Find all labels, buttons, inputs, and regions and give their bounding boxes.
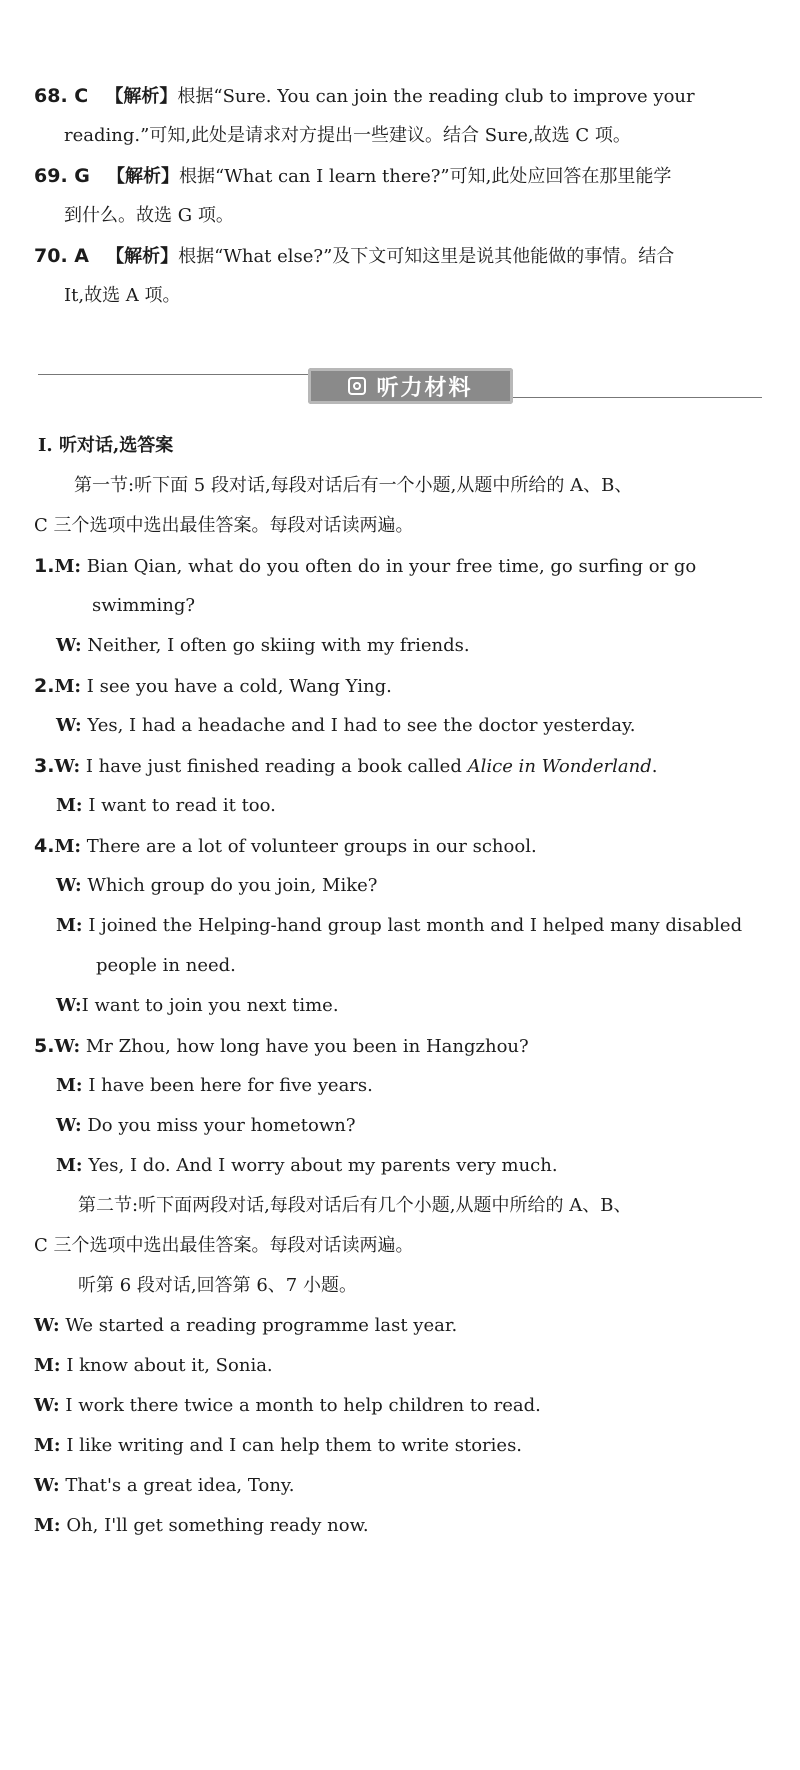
speaker-label: W:: [34, 1315, 60, 1336]
speaker-label: M:: [34, 1355, 61, 1376]
dialogue-line: [56, 994, 339, 1018]
dialogue-line: [34, 1354, 273, 1378]
dialogue-text: That's a great idea, Tony.: [65, 1475, 295, 1496]
section-banner: [38, 360, 762, 410]
speaker-label: M:: [56, 915, 83, 936]
speaker-label: M:: [34, 1515, 61, 1536]
dialogue-number: 4.: [34, 835, 55, 857]
section-title-text: 听力材料: [376, 375, 473, 401]
dialogue-text: Mr Zhou, how long have you been in Hangzhou?: [85, 1036, 529, 1057]
speaker-label: W:: [56, 995, 82, 1016]
section-title: [308, 368, 513, 404]
answer-68-cont: reading.”可知,此处是请求对方提出一些建议。结合 Sure,故选 C 项。: [64, 125, 631, 146]
dialogue-text: Do you miss your hometown?: [87, 1115, 356, 1136]
section-instructions: 第二节:听下面两段对话,每段对话后有几个小题,从题中所给的 A、B、: [78, 1195, 632, 1216]
dialogue-text: I like writing and I can help them to write stories.: [66, 1435, 523, 1456]
headphone-icon: [348, 377, 366, 395]
dialogue-text-cont: swimming?: [92, 595, 196, 616]
dialogue-text: I have just finished reading a book called: [85, 756, 468, 777]
speaker-label: W:: [56, 1115, 82, 1136]
dialogue-text: There are a lot of volunteer groups in our school.: [86, 836, 537, 857]
speaker-label: M:: [56, 1075, 83, 1096]
speaker-label: M:: [56, 795, 83, 816]
answer-68: [34, 84, 695, 109]
dialogue-text: I know about it, Sonia.: [66, 1355, 273, 1376]
dialogue-text: I have been here for five years.: [88, 1075, 373, 1096]
answer-69-cont: 到什么。故选 G 项。: [64, 205, 234, 226]
speaker-label: M:: [54, 556, 82, 577]
dialogue-text: Bian Qian, what do you often do in your free time, go surfing or go: [86, 556, 697, 577]
dialogue-text: I see you have a cold, Wang Ying.: [86, 676, 392, 697]
part-heading: Ⅰ. 听对话,选答案: [38, 435, 174, 456]
dialogue-text: Which group do you join, Mike?: [87, 875, 378, 896]
dialogue-1: [34, 554, 696, 579]
dialogue-line: [34, 1434, 522, 1458]
speaker-label: W:: [54, 1036, 81, 1057]
dialogue-line: [56, 634, 470, 658]
answer-number: 69. G: [34, 165, 90, 187]
answer-number: 70. A: [34, 245, 89, 267]
dialogue-line: [56, 1154, 558, 1178]
dialogue-line: [34, 1514, 369, 1538]
dialogue-4: [34, 834, 537, 859]
analysis-tag: 【解析】: [107, 166, 180, 187]
punctuation: .: [651, 756, 658, 777]
speaker-label: W:: [34, 1395, 60, 1416]
dialogue-text: We started a reading programme last year.: [65, 1315, 458, 1336]
dialogue-text: I work there twice a month to help children to read.: [65, 1395, 541, 1416]
dialogue-line: [56, 1114, 356, 1138]
dialogue-text: Yes, I do. And I worry about my parents very much.: [88, 1155, 558, 1176]
analysis-text: 根据“What can I learn there?”可知,此处应回答在那里能学: [179, 166, 672, 187]
dialogue-text: Neither, I often go skiing with my friends.: [87, 635, 470, 656]
speaker-label: W:: [34, 1475, 60, 1496]
speaker-label: M:: [54, 676, 82, 697]
dialogue-line: [56, 874, 377, 898]
answer-number: 68. C: [34, 85, 89, 107]
divider: [508, 397, 762, 398]
section-instructions: 第一节:听下面 5 段对话,每段对话后有一个小题,从题中所给的 A、B、: [74, 475, 633, 496]
dialogue-text: I want to read it too.: [88, 795, 276, 816]
dialogue-line: [56, 914, 742, 938]
speaker-label: W:: [54, 756, 81, 777]
dialogue-line: [34, 1394, 541, 1418]
dialogue-line: [34, 1314, 457, 1338]
dialogue-text-cont: people in need.: [96, 955, 236, 976]
dialogue-line: [56, 714, 636, 738]
speaker-label: M:: [56, 1155, 83, 1176]
dialogue-3: [34, 754, 657, 779]
section-instructions-cont: C 三个选项中选出最佳答案。每段对话读两遍。: [34, 1235, 414, 1256]
divider: [38, 374, 318, 375]
dialogue-intro: 听第 6 段对话,回答第 6、7 小题。: [78, 1275, 357, 1296]
dialogue-text: Oh, I'll get something ready now.: [66, 1515, 369, 1536]
answer-70: [34, 244, 674, 269]
book-title: Alice in Wonderland: [467, 756, 652, 777]
speaker-label: W:: [56, 875, 82, 896]
dialogue-line: [56, 794, 276, 818]
speaker-label: W:: [56, 715, 82, 736]
speaker-label: M:: [34, 1435, 61, 1456]
dialogue-text: I joined the Helping-hand group last month and I helped many disabled: [88, 915, 743, 936]
dialogue-number: 5.: [34, 1035, 55, 1057]
dialogue-number: 2.: [34, 675, 55, 697]
speaker-label: M:: [54, 836, 82, 857]
dialogue-5: [34, 1034, 529, 1059]
dialogue-2: [34, 674, 392, 699]
answer-70-cont: It,故选 A 项。: [64, 285, 181, 306]
dialogue-number: 3.: [34, 755, 55, 777]
dialogue-number: 1.: [34, 555, 55, 577]
analysis-tag: 【解析】: [106, 246, 179, 267]
speaker-label: W:: [56, 635, 82, 656]
dialogue-text: I want to join you next time.: [81, 995, 339, 1016]
analysis-tag: 【解析】: [105, 86, 178, 107]
dialogue-line: [56, 1074, 373, 1098]
answer-69: [34, 164, 671, 189]
dialogue-line: [34, 1474, 294, 1498]
analysis-text: 根据“What else?”及下文可知这里是说其他能做的事情。结合: [178, 246, 675, 267]
analysis-text: 根据“Sure. You can join the reading club to improve your: [177, 86, 695, 107]
dialogue-text: Yes, I had a headache and I had to see the doctor yesterday.: [87, 715, 636, 736]
section-instructions-cont: C 三个选项中选出最佳答案。每段对话读两遍。: [34, 515, 414, 536]
